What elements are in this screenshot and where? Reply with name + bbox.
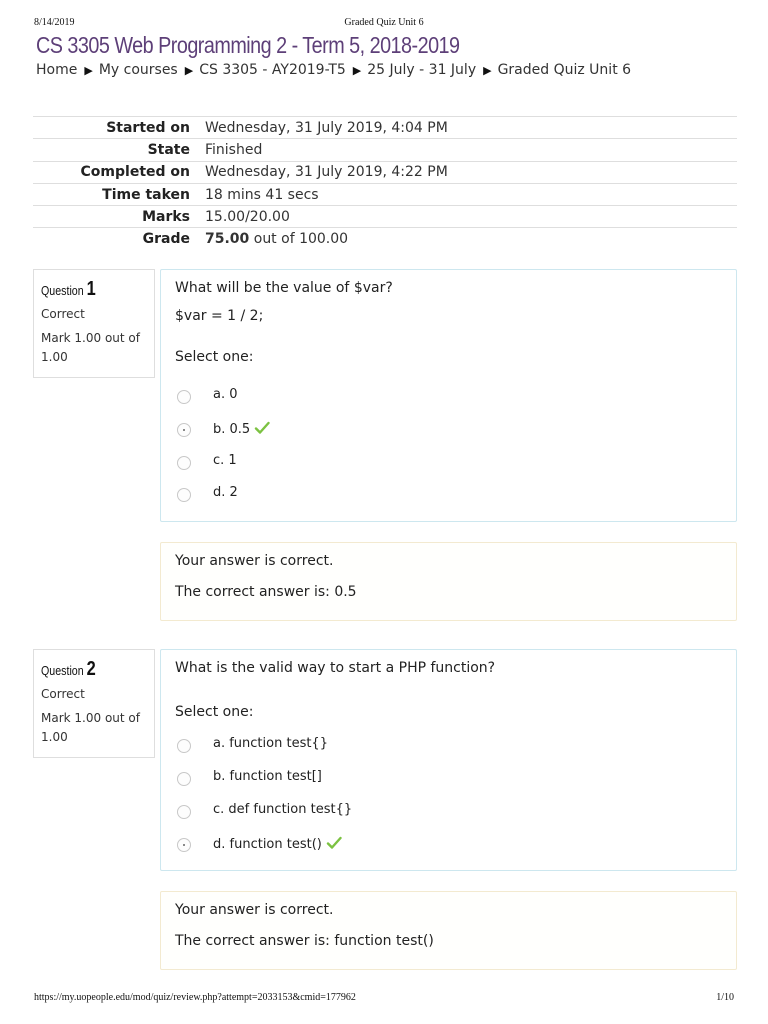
summary-value: Finished [205,141,263,158]
breadcrumb-my-courses[interactable]: My courses [98,62,178,78]
question-text: What will be the value of $var? [175,280,393,296]
radio-button-selected[interactable] [177,838,191,852]
question-content-2 [160,649,737,871]
radio-button[interactable] [177,390,191,404]
attempt-summary-table [33,116,737,250]
radio-button-selected[interactable] [177,423,191,437]
radio-button[interactable] [177,739,191,753]
summary-label: Completed on [80,164,190,181]
course-title[interactable]: CS 3305 Web Programming 2 - Term 5, 2018-2019 [36,32,460,58]
print-date: 8/14/2019 [34,17,75,28]
answer-option-label: a. function test{} [213,736,328,751]
feedback-text: Your answer is correct. [175,902,334,918]
question-feedback-2 [160,891,737,970]
question-code: $var = 1 / 2; [175,308,264,324]
grade-suffix: out of 100.00 [249,231,349,248]
radio-button[interactable] [177,456,191,470]
question-mark: Mark 1.00 out of 1.00 [41,331,140,364]
answer-option-label: d. 2 [213,485,238,500]
radio-button[interactable] [177,488,191,502]
select-one-prompt: Select one: [175,704,254,720]
answer-option-label: c. 1 [213,453,237,468]
summary-value: Wednesday, 31 July 2019, 4:22 PM [205,164,448,181]
feedback-text: Your answer is correct. [175,553,334,569]
question-feedback-1 [160,542,737,621]
question-number: Question 1 [41,278,96,300]
answer-option-label: b. 0.5 [213,422,251,437]
summary-label: State [147,141,190,158]
question-text: What is the valid way to start a PHP function? [175,660,496,676]
breadcrumb-home[interactable]: Home [36,62,78,78]
print-header [34,17,734,31]
triangle-right-icon: ▶ [84,64,93,77]
answer-option-label: a. 0 [213,387,238,402]
select-one-prompt: Select one: [175,349,254,365]
breadcrumb-quiz[interactable]: Graded Quiz Unit 6 [497,62,632,78]
summary-row-state [33,139,737,161]
radio-button[interactable] [177,805,191,819]
checkmark-icon [326,835,342,851]
summary-row-completed [33,161,737,183]
question-number: Question 2 [41,658,96,680]
correct-answer-text: The correct answer is: 0.5 [175,584,357,600]
radio-button[interactable] [177,772,191,786]
triangle-right-icon: ▶ [352,64,362,77]
print-document-title: Graded Quiz Unit 6 [344,17,424,28]
answer-option-label: d. function test() [213,837,322,852]
summary-value: Wednesday, 31 July 2019, 4:04 PM [205,119,448,136]
question-state: Correct [41,687,85,701]
breadcrumb [36,62,631,78]
summary-row-marks [33,206,737,228]
print-footer [34,992,734,1006]
summary-value [205,228,737,250]
breadcrumb-week[interactable]: 25 July - 31 July [367,62,477,78]
answer-option-label: b. function test[] [213,769,322,784]
triangle-right-icon: ▶ [483,64,492,77]
triangle-right-icon: ▶ [184,64,194,77]
summary-value: 18 mins 41 secs [205,186,319,203]
page-number: 1/10 [716,992,734,1003]
breadcrumb-course[interactable]: CS 3305 - AY2019-T5 [199,62,346,78]
summary-label: Started on [106,119,190,136]
print-url: https://my.uopeople.edu/mod/quiz/review.php?attempt=2033153&cmid=177962 [34,992,356,1003]
summary-row-time [33,183,737,205]
grade-value: 75.00 [205,231,250,248]
correct-answer-text: The correct answer is: function test() [175,933,434,949]
summary-label: Marks [142,208,190,225]
question-info-2 [33,649,155,758]
summary-row-grade [33,228,737,250]
checkmark-icon [254,420,270,436]
answer-option-label: c. def function test{} [213,802,353,817]
question-content-1 [160,269,737,522]
summary-row-started [33,117,737,139]
summary-value: 15.00/20.00 [205,208,290,225]
summary-label: Grade [142,231,190,248]
question-info-1 [33,269,155,378]
question-mark: Mark 1.00 out of 1.00 [41,711,140,744]
summary-label: Time taken [102,186,190,203]
question-state: Correct [41,307,85,321]
